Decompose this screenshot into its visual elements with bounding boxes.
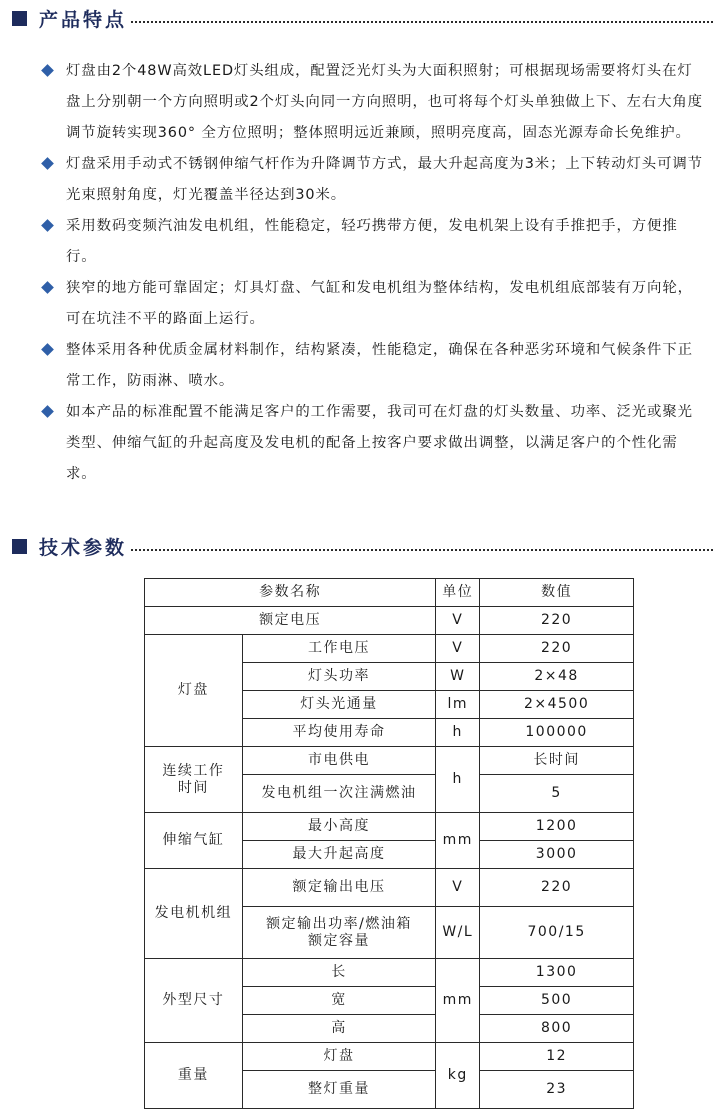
param-value: 12 [480,1043,634,1071]
diamond-bullet-icon [41,219,54,232]
dotted-divider [131,549,713,551]
param-value: 220 [480,869,634,907]
params-section-header [12,531,719,561]
param-unit: lm [436,691,480,719]
param-unit: mm [436,813,480,869]
param-unit: V [436,607,480,635]
table-row [145,1043,634,1071]
param-name: 灯头功率 [242,663,436,691]
param-unit: W/L [436,907,480,959]
features-list [42,56,705,490]
feature-text: 采用数码变频汽油发电机组，性能稳定，轻巧携带方便，发电机架上设有手推把手，方便推行。 [66,218,678,265]
param-name: 最大升起高度 [242,841,436,869]
param-unit: W [436,663,480,691]
param-value: 3000 [480,841,634,869]
param-name: 发电机组一次注满燃油 [242,775,436,813]
param-name: 整灯重量 [242,1071,436,1109]
param-unit: V [436,869,480,907]
param-unit: h [436,719,480,747]
table-row [145,869,634,907]
diamond-bullet-icon [41,157,54,170]
feature-text: 狭窄的地方能可靠固定；灯具灯盘、气缸和发电机组为整体结构，发电机组底部装有万向轮，可在坑洼不平的路面上运行。 [66,280,693,327]
header-unit: 单位 [436,579,480,607]
param-name: 额定输出电压 [242,869,436,907]
param-unit: kg [436,1043,480,1109]
feature-text: 如本产品的标准配置不能满足客户的工作需要，我司可在灯盘的灯头数量、功率、泛光或聚光类型、伸缩气缸的升起高度及发电机的配备上按客户要求做出调整，以满足客户的个性化需求。 [66,404,693,482]
diamond-bullet-icon [41,343,54,356]
table-row [145,607,634,635]
square-bullet-icon [12,539,27,554]
param-value: 2×48 [480,663,634,691]
group-label: 发电机机组 [145,869,243,959]
param-value: 5 [480,775,634,813]
dotted-divider [131,21,713,23]
feature-item [42,149,705,211]
param-value: 500 [480,987,634,1015]
param-name: 平均使用寿命 [242,719,436,747]
param-name: 最小高度 [242,813,436,841]
feature-text: 整体采用各种优质金属材料制作，结构紧凑，性能稳定，确保在各种恶劣环境和气候条件下正常工作，防雨淋、喷水。 [66,342,693,389]
feature-item [42,335,705,397]
feature-text: 灯盘采用手动式不锈钢伸缩气杆作为升降调节方式，最大升起高度为3米；上下转动灯头可调节光束照射角度，灯光覆盖半径达到30米。 [66,156,703,203]
features-section-header [12,3,719,33]
param-value: 700/15 [480,907,634,959]
group-label: 外型尺寸 [145,959,243,1043]
feature-item [42,273,705,335]
params-table [144,578,634,1109]
param-value: 长时间 [480,747,634,775]
param-value: 2×4500 [480,691,634,719]
param-value: 100000 [480,719,634,747]
param-value: 23 [480,1071,634,1109]
param-name: 长 [242,959,436,987]
group-label: 重量 [145,1043,243,1109]
group-label: 灯盘 [145,635,243,747]
param-value: 220 [480,607,634,635]
param-name: 高 [242,1015,436,1043]
group-label: 伸缩气缸 [145,813,243,869]
param-name: 灯头光通量 [242,691,436,719]
feature-item [42,211,705,273]
param-name: 宽 [242,987,436,1015]
square-bullet-icon [12,11,27,26]
group-label: 连续工作 时间 [145,747,243,813]
features-title: 产品特点 [39,8,128,31]
param-name: 工作电压 [242,635,436,663]
header-value: 数值 [480,579,634,607]
feature-text: 灯盘由2个48W高效LED灯头组成，配置泛光灯头为大面积照射；可根据现场需要将灯头在灯盘上分别朝一个方向照明或2个灯头向同一方向照明，也可将每个灯头单独做上下、左右大角度调节旋转实现360° 全方位照明；整体照明远近兼顾，照明亮度高，固态光源寿命长免维护。 [66,63,703,141]
params-title: 技术参数 [39,536,128,559]
param-value: 1200 [480,813,634,841]
diamond-bullet-icon [41,281,54,294]
param-name: 额定输出功率/燃油箱 额定容量 [242,907,436,959]
feature-item [42,397,705,490]
param-name: 市电供电 [242,747,436,775]
param-unit: mm [436,959,480,1043]
table-header-row [145,579,634,607]
param-value: 1300 [480,959,634,987]
table-row [145,635,634,663]
diamond-bullet-icon [41,64,54,77]
param-name: 额定电压 [145,607,436,635]
param-value: 800 [480,1015,634,1043]
header-name: 参数名称 [145,579,436,607]
param-value: 220 [480,635,634,663]
diamond-bullet-icon [41,405,54,418]
param-unit: h [436,747,480,813]
feature-item [42,56,705,149]
param-unit: V [436,635,480,663]
table-row [145,747,634,775]
table-row [145,813,634,841]
table-row [145,959,634,987]
param-name: 灯盘 [242,1043,436,1071]
